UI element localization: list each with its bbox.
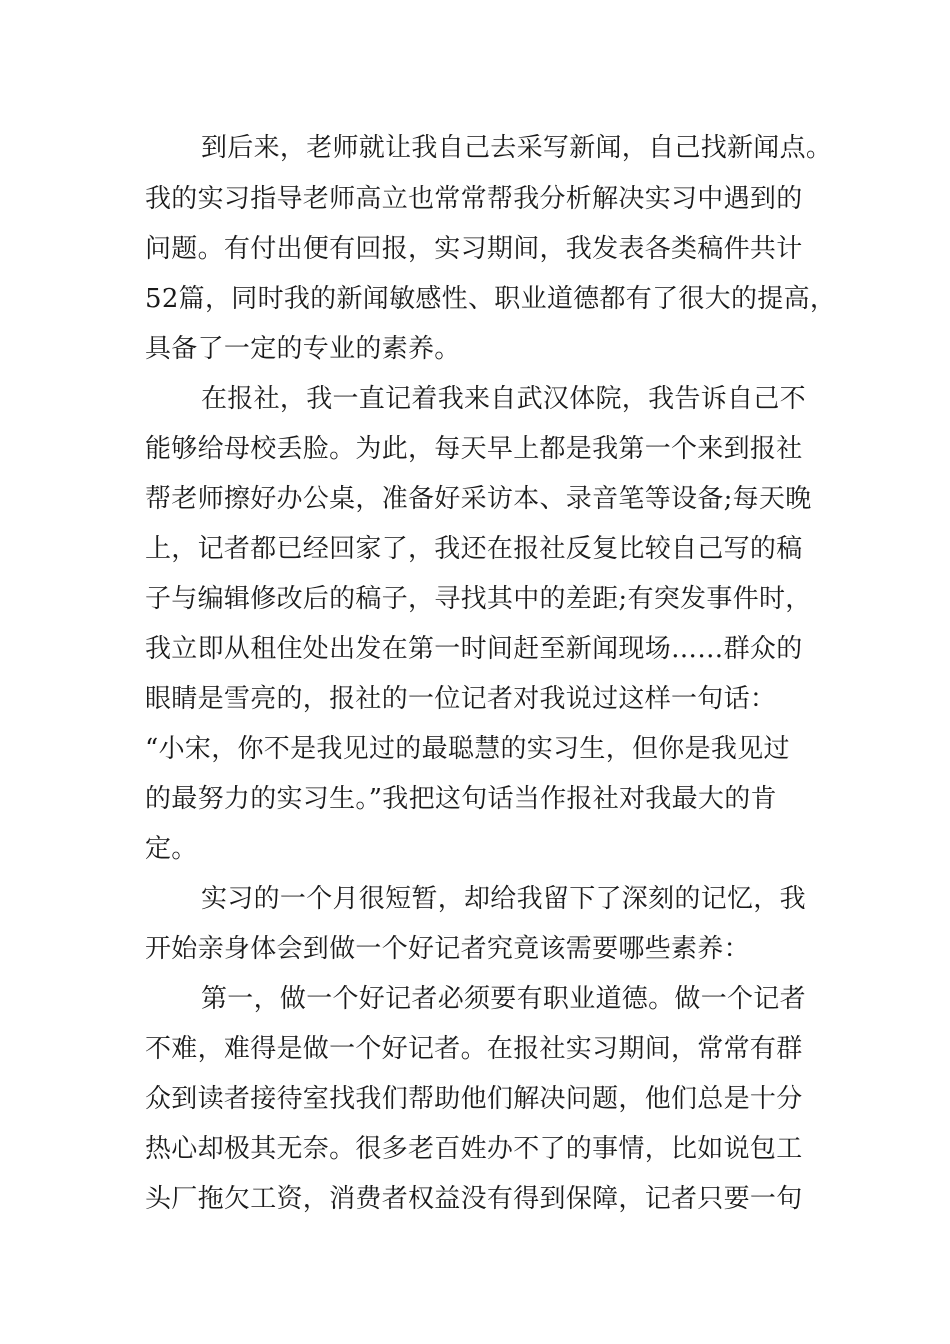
text-line: 具备了一定的专业的素养。 bbox=[145, 334, 461, 364]
text-line: 头厂拖欠工资，消费者权益没有得到保障，记者只要一句 bbox=[145, 1184, 803, 1214]
text-line: 第一，做一个好记者必须要有职业道德。做一个记者 bbox=[201, 984, 806, 1014]
text-line: 能够给母校丢脸。为此，每天早上都是我第一个来到报社 bbox=[145, 434, 803, 464]
text-line: 实习的一个月很短暂，却给我留下了深刻的记忆，我 bbox=[201, 884, 806, 914]
text-line: 问题。有付出便有回报，实习期间，我发表各类稿件共计 bbox=[145, 234, 803, 264]
text-line: 在报社，我一直记着我来自武汉体院，我告诉自己不 bbox=[201, 384, 806, 414]
text-line: 帮老师擦好办公桌，准备好采访本、录音笔等设备;每天晚 bbox=[145, 484, 812, 514]
text-line: 子与编辑修改后的稿子，寻找其中的差距;有突发事件时， bbox=[145, 584, 812, 614]
text-line: 的最努力的实习生。”我把这句话当作报社对我最大的肯 bbox=[145, 784, 777, 814]
text-line: 我的实习指导老师高立也常常帮我分析解决实习中遇到的 bbox=[145, 184, 803, 214]
text-line: 52篇，同时我的新闻敏感性、职业道德都有了很大的提高， bbox=[145, 284, 837, 314]
text-line: “小宋，你不是我见过的最聪慧的实习生，但你是我见过 bbox=[145, 734, 790, 764]
text-line: 我立即从租住处出发在第一时间赶至新闻现场……群众的 bbox=[145, 634, 803, 664]
text-line: 定。 bbox=[145, 834, 198, 864]
text-line: 上，记者都已经回家了，我还在报社反复比较自己写的稿 bbox=[145, 534, 803, 564]
text-line: 热心却极其无奈。很多老百姓办不了的事情，比如说包工 bbox=[145, 1134, 803, 1164]
text-line: 眼睛是雪亮的，报社的一位记者对我说过这样一句话： bbox=[145, 684, 777, 714]
text-line: 到后来，老师就让我自己去采写新闻，自己找新闻点。 bbox=[201, 133, 833, 163]
text-line: 开始亲身体会到做一个好记者究竟该需要哪些素养： bbox=[145, 934, 750, 964]
text-line: 众到读者接待室找我们帮助他们解决问题，他们总是十分 bbox=[145, 1084, 803, 1114]
text-line: 不难，难得是做一个好记者。在报社实习期间，常常有群 bbox=[145, 1034, 803, 1064]
